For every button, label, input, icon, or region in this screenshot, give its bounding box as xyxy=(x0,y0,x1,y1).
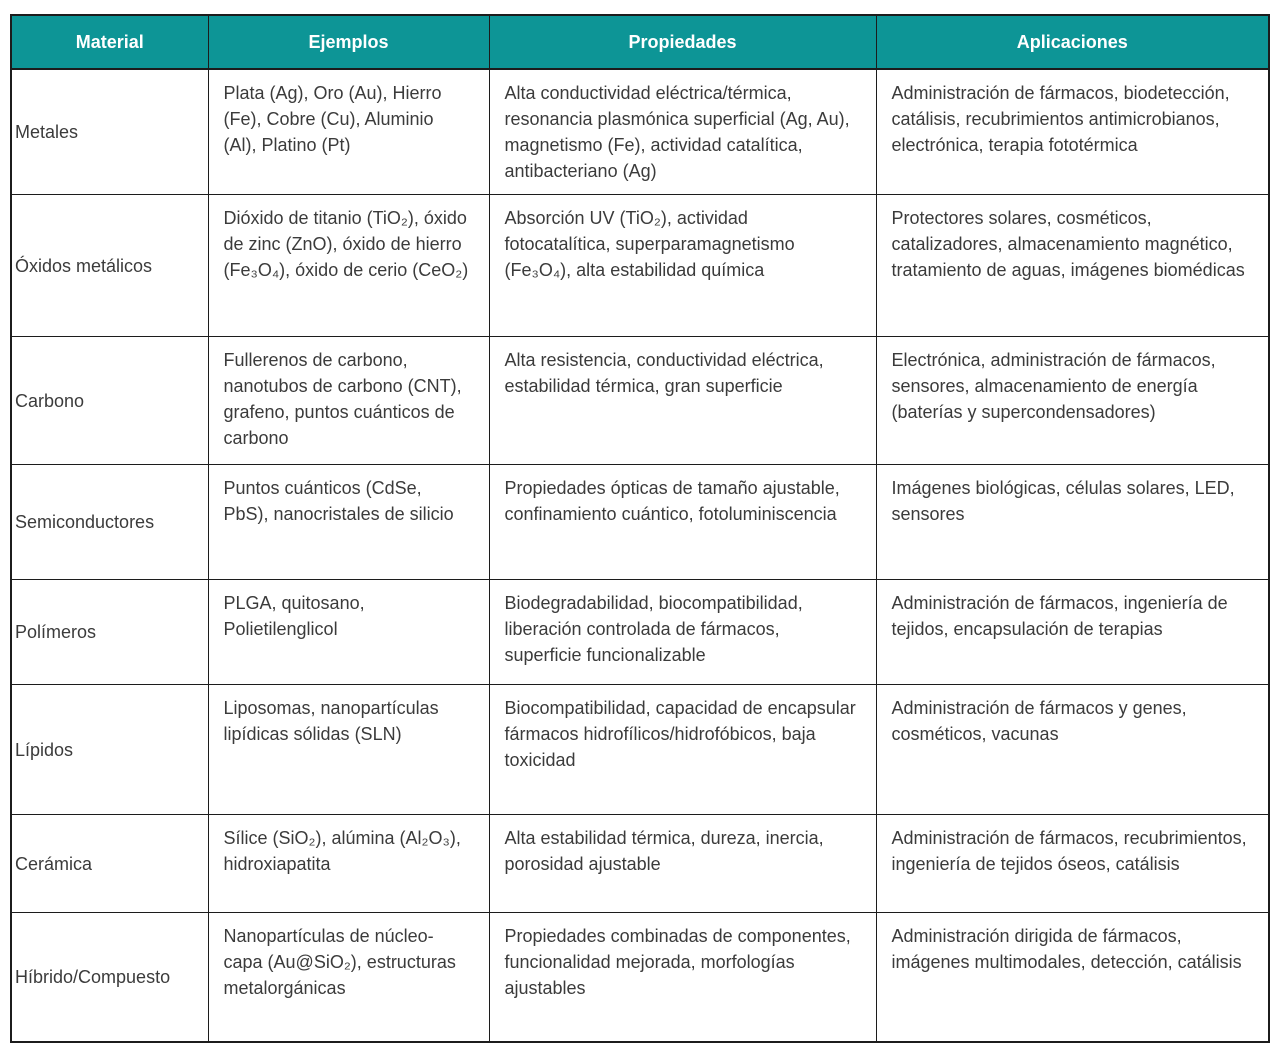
cell-aplicaciones: Imágenes biológicas, células solares, LED, sensores xyxy=(876,465,1269,580)
cell-propiedades: Alta estabilidad térmica, dureza, inercia, porosidad ajustable xyxy=(489,815,876,913)
cell-propiedades: Biodegradabilidad, biocompatibilidad, liberación controlada de fármacos, superficie funcionalizable xyxy=(489,580,876,685)
cell-propiedades: Absorción UV (TiO₂), actividad fotocatalítica, superparamagnetismo (Fe₃O₄), alta estabilidad química xyxy=(489,195,876,337)
column-header-ejemplos: Ejemplos xyxy=(208,15,489,69)
cell-material: Semiconductores xyxy=(11,465,208,580)
cell-material: Lípidos xyxy=(11,685,208,815)
table-row-metales xyxy=(11,69,1269,195)
cell-aplicaciones: Administración de fármacos, biodetección, catálisis, recubrimientos antimicrobianos, electrónica, terapia fototérmica xyxy=(876,69,1269,195)
table-row-carbono xyxy=(11,337,1269,465)
cell-propiedades: Propiedades ópticas de tamaño ajustable, confinamiento cuántico, fotoluminiscencia xyxy=(489,465,876,580)
table-row-polimeros xyxy=(11,580,1269,685)
cell-propiedades: Alta conductividad eléctrica/térmica, resonancia plasmónica superficial (Ag, Au), magnetismo (Fe), actividad catalítica, antibacteriano (Ag) xyxy=(489,69,876,195)
cell-material: Metales xyxy=(11,69,208,195)
cell-material: Híbrido/Compuesto xyxy=(11,913,208,1042)
table-row-ceramica xyxy=(11,815,1269,913)
column-header-material: Material xyxy=(11,15,208,69)
cell-ejemplos: Plata (Ag), Oro (Au), Hierro (Fe), Cobre (Cu), Aluminio (Al), Platino (Pt) xyxy=(208,69,489,195)
table-row-oxidos-metalicos xyxy=(11,195,1269,337)
cell-aplicaciones: Electrónica, administración de fármacos, sensores, almacenamiento de energía (baterías y supercondensadores) xyxy=(876,337,1269,465)
cell-ejemplos: Dióxido de titanio (TiO₂), óxido de zinc (ZnO), óxido de hierro (Fe₃O₄), óxido de cerio (CeO₂) xyxy=(208,195,489,337)
nanomaterials-table xyxy=(10,14,1270,1043)
table-row-lipidos xyxy=(11,685,1269,815)
cell-aplicaciones: Administración de fármacos y genes, cosméticos, vacunas xyxy=(876,685,1269,815)
cell-material: Cerámica xyxy=(11,815,208,913)
cell-propiedades: Propiedades combinadas de componentes, funcionalidad mejorada, morfologías ajustables xyxy=(489,913,876,1042)
table-row-semiconductores xyxy=(11,465,1269,580)
cell-ejemplos: Puntos cuánticos (CdSe, PbS), nanocristales de silicio xyxy=(208,465,489,580)
cell-ejemplos: Nanopartículas de núcleo-capa (Au@SiO₂), estructuras metalorgánicas xyxy=(208,913,489,1042)
column-header-aplicaciones: Aplicaciones xyxy=(876,15,1269,69)
table-row-hibrido-compuesto xyxy=(11,913,1269,1042)
column-header-propiedades: Propiedades xyxy=(489,15,876,69)
cell-aplicaciones: Protectores solares, cosméticos, catalizadores, almacenamiento magnético, tratamiento de aguas, imágenes biomédicas xyxy=(876,195,1269,337)
cell-aplicaciones: Administración de fármacos, ingeniería de tejidos, encapsulación de terapias xyxy=(876,580,1269,685)
cell-propiedades: Alta resistencia, conductividad eléctrica, estabilidad térmica, gran superficie xyxy=(489,337,876,465)
cell-ejemplos: Fullerenos de carbono, nanotubos de carbono (CNT), grafeno, puntos cuánticos de carbono xyxy=(208,337,489,465)
header-row xyxy=(11,15,1269,69)
cell-material: Carbono xyxy=(11,337,208,465)
cell-propiedades: Biocompatibilidad, capacidad de encapsular fármacos hidrofílicos/hidrofóbicos, baja toxicidad xyxy=(489,685,876,815)
cell-material: Óxidos metálicos xyxy=(11,195,208,337)
cell-ejemplos: Sílice (SiO₂), alúmina (Al₂O₃), hidroxiapatita xyxy=(208,815,489,913)
cell-aplicaciones: Administración de fármacos, recubrimientos, ingeniería de tejidos óseos, catálisis xyxy=(876,815,1269,913)
cell-aplicaciones: Administración dirigida de fármacos, imágenes multimodales, detección, catálisis xyxy=(876,913,1269,1042)
cell-ejemplos: Liposomas, nanopartículas lipídicas sólidas (SLN) xyxy=(208,685,489,815)
cell-material: Polímeros xyxy=(11,580,208,685)
cell-ejemplos: PLGA, quitosano, Polietilenglicol xyxy=(208,580,489,685)
